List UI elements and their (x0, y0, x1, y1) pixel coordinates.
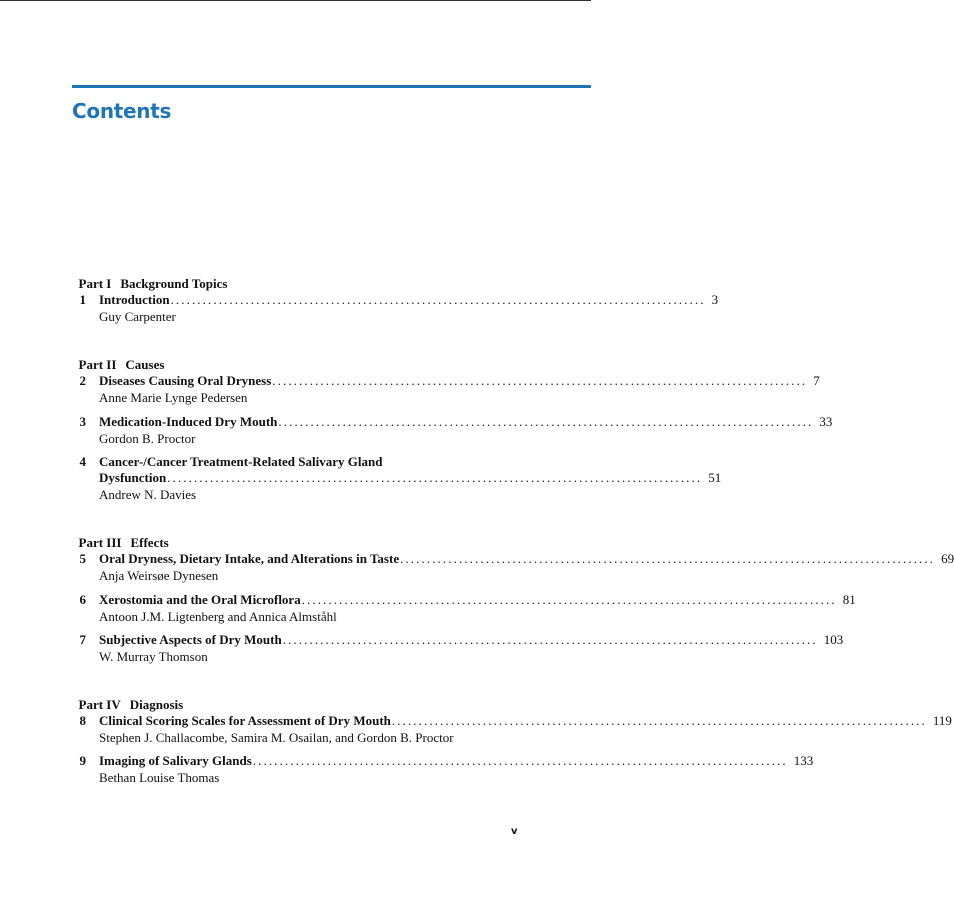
page-number: 119 (932, 713, 952, 728)
chapter-number: 8 (79, 713, 86, 728)
page-folio: v (511, 826, 518, 837)
dot-leader: .................................................................................................... (282, 632, 818, 647)
part-title: Causes (125, 357, 165, 372)
part-heading (72, 341, 164, 373)
chapter-number: 7 (79, 632, 86, 647)
page-number: 103 (823, 632, 844, 647)
chapter-title[interactable]: Oral Dryness, Dietary Intake, and Alterations in Taste (99, 551, 400, 566)
chapter-title[interactable]: Imaging of Salivary Glands (99, 753, 252, 768)
chapter-number: 1 (79, 292, 86, 307)
part-title: Diagnosis (129, 697, 184, 712)
chapter-authors: Stephen J. Challacombe, Samira M. Osailan, and Gordon B. Proctor (99, 730, 454, 745)
part-heading (72, 260, 227, 292)
part-label: Part IV (78, 697, 121, 712)
dot-leader: .................................................................................................... (278, 414, 814, 429)
page-number: 3 (711, 292, 719, 307)
chapter-number: 6 (79, 592, 86, 607)
chapter-number: 9 (79, 753, 86, 768)
dot-leader: .................................................................................................... (391, 713, 927, 728)
dot-leader: .................................................................................................... (272, 373, 808, 388)
chapter-title[interactable]: Xerostomia and the Oral Microflora (99, 592, 301, 607)
part-title: Effects (130, 535, 169, 550)
chapter-title[interactable]: Introduction (99, 292, 170, 307)
page-top-border (0, 0, 591, 1)
chapter-number: 3 (79, 414, 86, 429)
dot-leader: .................................................................................................... (170, 292, 706, 307)
chapter-title[interactable]: Diseases Causing Oral Dryness (99, 373, 272, 388)
chapter-authors: W. Murray Thomson (99, 649, 208, 664)
part-title: Background Topics (120, 276, 228, 291)
chapter-authors: Guy Carpenter (99, 309, 176, 324)
page-number: 33 (819, 414, 833, 429)
part-label: Part II (78, 357, 117, 372)
chapter-number: 2 (79, 373, 86, 388)
page-number: 133 (793, 753, 814, 768)
chapter-authors: Antoon J.M. Ligtenberg and Annica Almståhl (99, 609, 337, 624)
part-label: Part III (78, 535, 122, 550)
chapter-title[interactable]: Medication-Induced Dry Mouth (99, 414, 278, 429)
chapter-number: 5 (79, 551, 86, 566)
part-heading (72, 519, 169, 551)
chapter-authors: Anne Marie Lynge Pedersen (99, 390, 248, 405)
chapter-title-line2[interactable]: Dysfunction (99, 470, 167, 485)
chapter-title[interactable]: Subjective Aspects of Dry Mouth (99, 632, 282, 647)
dot-leader: .................................................................................................... (400, 551, 936, 566)
chapter-authors: Andrew N. Davies (99, 487, 197, 502)
page-number: 69 (941, 551, 954, 566)
part-label: Part I (78, 276, 112, 291)
chapter-authors: Bethan Louise Thomas (99, 770, 220, 785)
page-number: 7 (813, 373, 820, 388)
page-number: 81 (842, 592, 856, 607)
chapter-authors: Anja Weirsøe Dynesen (99, 568, 219, 583)
contents-heading: Contents (72, 99, 172, 123)
dot-leader: .................................................................................................... (167, 470, 703, 485)
chapter-title[interactable]: Clinical Scoring Scales for Assessment of Dry Mouth (99, 713, 391, 728)
part-heading (72, 681, 183, 713)
dot-leader: .................................................................................................... (252, 753, 788, 768)
dot-leader: .................................................................................................... (301, 592, 837, 607)
chapter-title-line1[interactable]: Cancer-/Cancer Treatment-Related Salivary Gland (99, 454, 383, 469)
page-number: 51 (708, 470, 722, 485)
chapter-number: 4 (79, 454, 86, 469)
heading-rule (72, 85, 591, 88)
chapter-authors: Gordon B. Proctor (99, 431, 196, 446)
